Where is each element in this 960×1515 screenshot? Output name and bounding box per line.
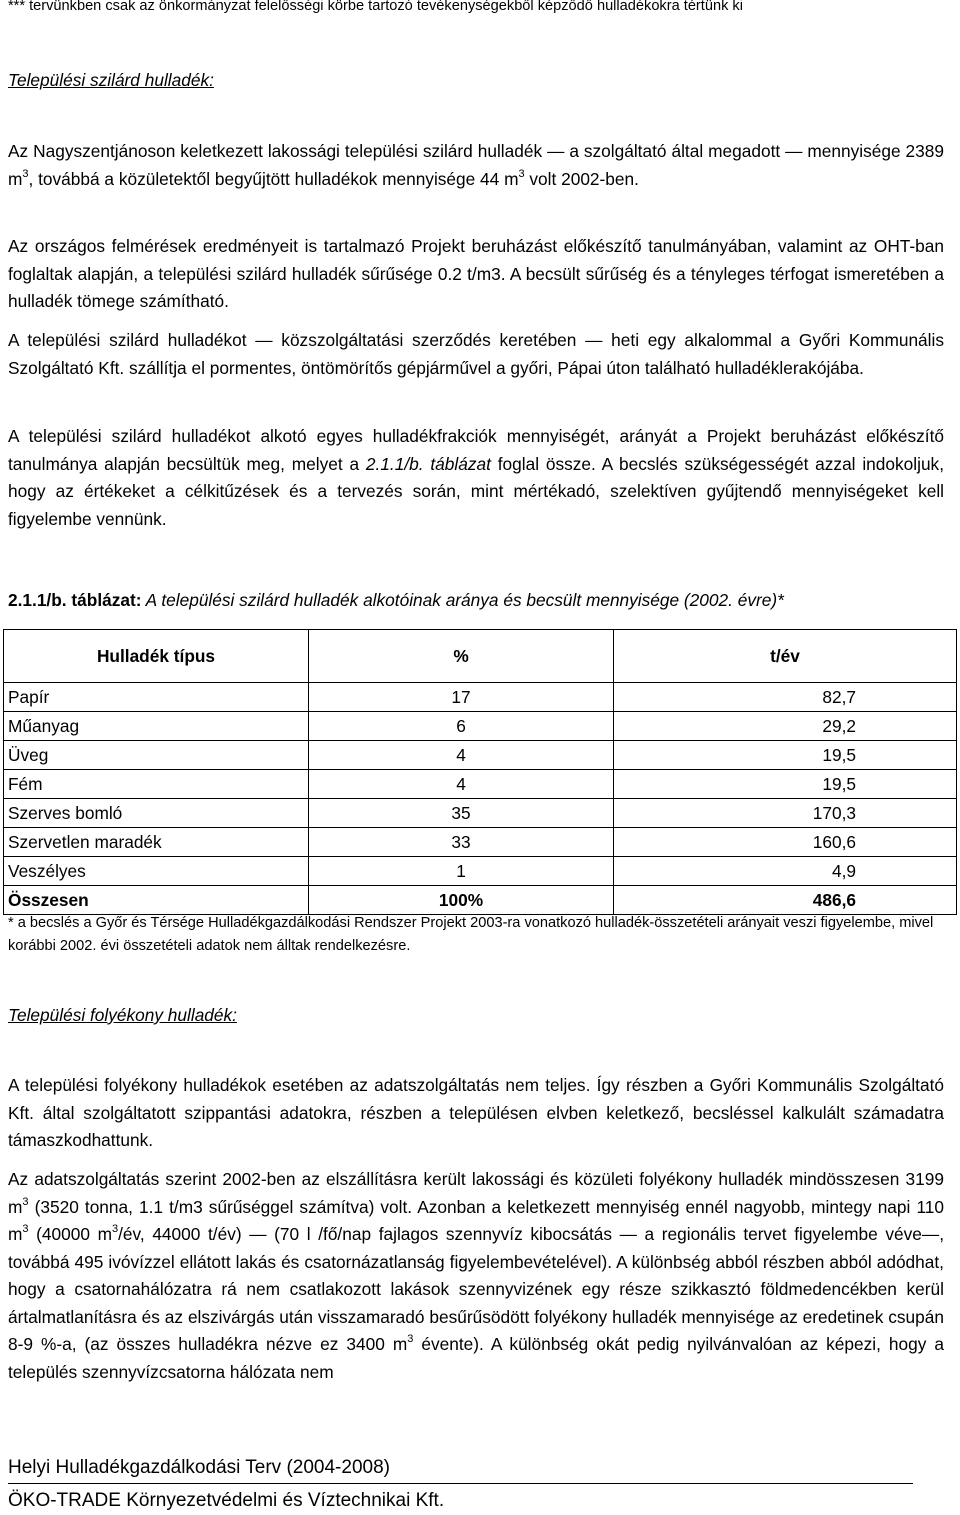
- paragraph-1: Az Nagyszentjánoson keletkezett lakossági települési szilárd hulladék — a szolgáltató által megadott — mennyisége 2389 $m^3$, továbbá a közületektől begyűjtött hulladékok mennyisége 44 $m^3$ volt 2002-ben.: [8, 141, 944, 189]
- table-cell: 170,3: [614, 799, 957, 828]
- table-cell: Fém: [4, 770, 309, 799]
- table-cell: Papír: [4, 683, 309, 712]
- table-cell: 19,5: [614, 770, 957, 799]
- table-cell: Szerves bomló: [4, 799, 309, 828]
- table-cell: 82,7: [614, 683, 957, 712]
- waste-composition-table: [3, 629, 957, 915]
- table-cell: 100%: [309, 886, 614, 915]
- table-total-row: [4, 886, 957, 915]
- table-row: [4, 857, 957, 886]
- table-cell: 17: [309, 683, 614, 712]
- table-row: [4, 683, 957, 712]
- table-cell: 4: [309, 741, 614, 770]
- table-header-row: [4, 630, 957, 683]
- footer-company: ÖKO-TRADE Környezetvédelmi és Víztechnikai Kft.: [8, 1490, 445, 1511]
- table-cell: 35: [309, 799, 614, 828]
- table-row: [4, 770, 957, 799]
- section-title-liquid-waste: Települési folyékony hulladék:: [8, 1005, 237, 1025]
- header-percent: %: [309, 630, 614, 683]
- paragraph-3: A települési szilárd hulladékot — közszolgáltatási szerződés keretében — heti egy alkalommal a Győri Kommunális Szolgáltató Kft. szállítja el pormentes, öntömörítős gépjárművel a győri, Pápai úton található hulladéklerakójába.: [8, 330, 944, 378]
- paragraph-4: A települési szilárd hulladékot alkotó egyes hulladékfrakciók mennyiségét, arányát a Projekt beruházást előkészítő tanulmánya alapján becsültük meg, melyet a 2.1.1/b. táblázat foglal össze. A becslés szükségességét azzal indokoljuk, hogy az értékeket a célkitűzések és a tervezés során, mint mértékadó, szelektíven gyűjtendő mennyiségeket kell figyelembe vennünk.: [8, 426, 944, 529]
- table-cell: Összesen: [4, 886, 309, 915]
- table-footnote: * a becslés a Győr és Térsége Hulladékgazdálkodási Rendszer Projekt 2003-ra vonatkozó hulladék-összetételi arányait veszi figyelembe, mivel korábbi 2002. évi összetételi adatok nem álltak rendelkezésre.: [8, 915, 934, 954]
- footer-plan-title: Helyi Hulladékgazdálkodási Terv (2004-2008): [8, 1457, 390, 1478]
- footer-divider: [8, 1483, 913, 1484]
- table-cell: 486,6: [614, 886, 957, 915]
- header-type: Hulladék típus: [4, 630, 309, 683]
- table-row: [4, 799, 957, 828]
- paragraph-2: Az országos felmérések eredményeit is tartalmazó Projekt beruházást előkészítő tanulmányában, valamint az OHT-ban foglaltak alapján, a települési szilárd hulladék sűrűsége 0.2 t/m3. A becsült sűrűség és a tényleges térfogat ismeretében a hulladék tömege számítható.: [8, 236, 944, 311]
- table-cell: 4: [309, 770, 614, 799]
- header-note: *** tervünkben csak az önkormányzat felelősségi körbe tartozó tevékenységekből képződő hulladékokra tértünk ki: [8, 0, 743, 14]
- table-row: [4, 828, 957, 857]
- table-cell: Szervetlen maradék: [4, 828, 309, 857]
- table-row: [4, 712, 957, 741]
- section-title-solid-waste: Települési szilárd hulladék:: [8, 70, 214, 90]
- table-cell: Veszélyes: [4, 857, 309, 886]
- paragraph-5: A települési folyékony hulladékok esetében az adatszolgáltatás nem teljes. Így részben a Győri Kommunális Szolgáltató Kft. által szolgáltatott szippantási adatokra, részben a településen elvben keletkező, becsléssel kalkulált számadatra támaszkodhattunk.: [8, 1075, 944, 1150]
- table-cell: 4,9: [614, 857, 957, 886]
- table-cell: 19,5: [614, 741, 957, 770]
- paragraph-6: Az adatszolgáltatás szerint 2002-ben az elszállításra került lakossági és közületi folyékony hulladék mindösszesen 3199 $m^3$ (3520 tonna, 1.1 t/m3 sűrűséggel számítva) volt. Azonban a keletkezett mennyiség ennél nagyobb, mintegy napi 110 $m^3$ (40000 $m^3/év$, 44000 t/év) — (70 l /fő/nap fajlagos szennyvíz kibocsátás — a regionális tervet figyelembe véve—, továbbá 495 ivóvízzel ellátott lakás és csatornázatlanság figyelembevételével). A különbség abból részben abból adódhat, hogy a csatornahálózatra rá nem csatlakozott lakások szennyvizének egy része szikkasztó földmedencékben kerül ártalmatlanításra és az elszivárgás után visszamaradó besűrűsödött folyékony hulladék mennyisége az eredetinek csupán 8-9 %-a, (az összes hulladékra nézve ez 3400 $m^3$ évente). A különbség okát pedig nyilvánvalóan az képezi, hogy a település szennyvízcsatorna hálózata nem: [8, 1169, 944, 1382]
- table-cell: 160,6: [614, 828, 957, 857]
- table-cell: Műanyag: [4, 712, 309, 741]
- table-cell: 29,2: [614, 712, 957, 741]
- table-cell: Üveg: [4, 741, 309, 770]
- table-caption: 2.1.1/b. táblázat: A települési szilárd hulladék alkotóinak aránya és becsült mennyisége (2002. évre)*: [8, 590, 784, 610]
- table-cell: 33: [309, 828, 614, 857]
- table-cell: 1: [309, 857, 614, 886]
- header-tonnes: t/év: [614, 630, 957, 683]
- table-cell: 6: [309, 712, 614, 741]
- table-row: [4, 741, 957, 770]
